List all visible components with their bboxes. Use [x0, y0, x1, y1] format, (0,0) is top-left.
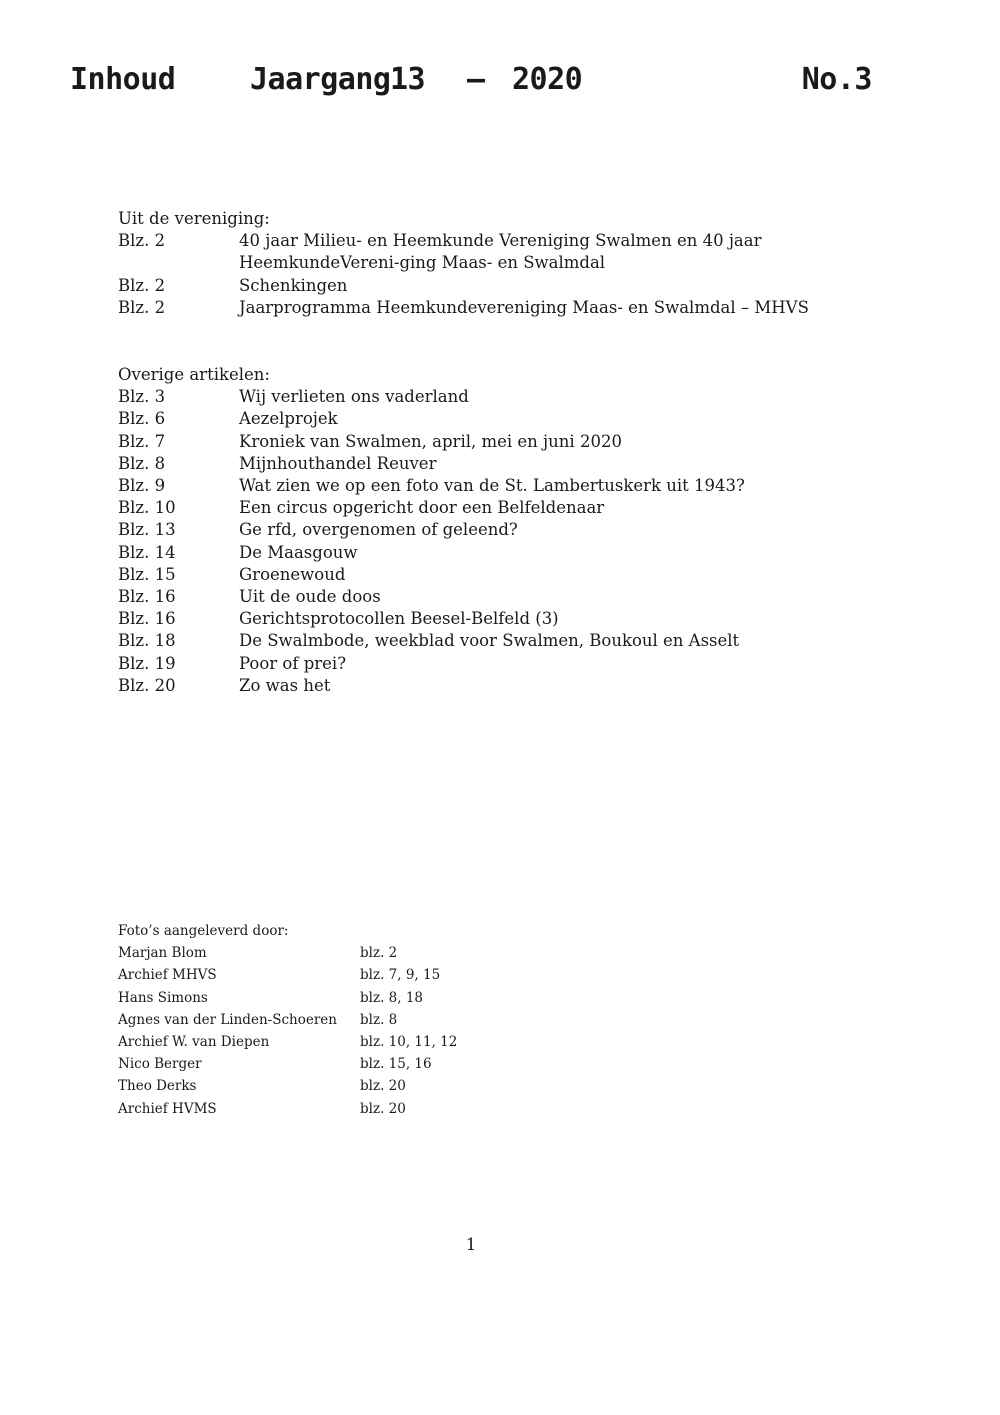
credit-pages: blz. 2	[360, 945, 398, 962]
toc-article-title: Een circus opgericht door een Belfeldenaar	[239, 498, 605, 518]
toc-entry	[118, 542, 878, 564]
toc-page-ref: Blz. 7	[118, 431, 166, 451]
toc-entry	[118, 519, 878, 541]
toc-article-title: Groenewoud	[239, 564, 346, 584]
toc-article-title: Aezelprojek	[239, 409, 338, 429]
toc-entry	[118, 230, 878, 274]
toc-page-ref: Blz. 14	[118, 542, 176, 562]
credit-pages: blz. 15, 16	[360, 1056, 432, 1073]
credit-row	[118, 964, 538, 986]
toc-entry	[118, 675, 878, 697]
jaargang-label: Jaargang	[250, 62, 391, 97]
toc-article-title: Uit de oude doos	[239, 587, 381, 607]
credit-pages: blz. 20	[360, 1078, 406, 1095]
toc-page-ref: Blz. 15	[118, 564, 176, 584]
toc-page-ref: Blz. 3	[118, 387, 166, 407]
section-overige-artikelen	[118, 364, 878, 697]
credit-row	[118, 1075, 538, 1097]
toc-article-title: Wij verlieten ons vaderland	[239, 387, 469, 407]
toc-entry	[118, 608, 878, 630]
toc-entry	[118, 475, 878, 497]
toc-page-ref: Blz. 2	[118, 275, 166, 295]
toc-page-ref: Blz. 13	[118, 520, 176, 540]
section-title: Uit de vereniging:	[118, 209, 270, 228]
credit-name: Theo Derks	[118, 1078, 197, 1095]
toc-entry	[118, 275, 878, 297]
toc-entry	[118, 586, 878, 608]
toc-entry	[118, 630, 878, 652]
toc-entry	[118, 653, 878, 675]
toc-article-title: Ge rfd, overgenomen of geleend?	[239, 520, 518, 540]
toc-article-title: 40 jaar Milieu- en Heemkunde Vereniging Swalmen en 40 jaar HeemkundeVereni-ging Maas- en Swalmdal	[239, 231, 762, 273]
toc-entry	[118, 497, 878, 519]
issue-number: No.3	[801, 62, 872, 97]
credit-row	[118, 1031, 538, 1053]
toc-page-ref: Blz. 2	[118, 297, 166, 317]
photo-credits-title: Foto’s aangeleverd door:	[118, 923, 289, 939]
toc-article-title: Poor of prei?	[239, 653, 347, 673]
credit-pages: blz. 20	[360, 1100, 406, 1117]
toc-entry	[118, 431, 878, 453]
toc-page-ref: Blz. 19	[118, 653, 176, 673]
credit-name: Nico Berger	[118, 1056, 202, 1073]
toc-page-ref: Blz. 18	[118, 631, 176, 651]
toc-page-ref: Blz. 16	[118, 609, 176, 629]
credit-name: Agnes van der Linden-Schoeren	[118, 1011, 337, 1028]
toc-page-ref: Blz. 2	[118, 231, 166, 251]
toc-entry	[118, 386, 878, 408]
page-number: 1	[465, 1235, 477, 1255]
credit-pages: blz. 10, 11, 12	[360, 1033, 458, 1050]
section-title: Overige artikelen:	[118, 365, 270, 384]
toc-page-ref: Blz. 16	[118, 587, 176, 607]
toc-page-ref: Blz. 10	[118, 498, 176, 518]
page-header	[70, 62, 872, 106]
toc-article-title: Wat zien we op een foto van de St. Lambertuskerk uit 1943?	[239, 476, 745, 495]
toc-article-title: Kroniek van Swalmen, april, mei en juni 2020	[239, 431, 622, 451]
credit-row	[118, 1098, 538, 1120]
toc-article-title: De Swalmbode, weekblad voor Swalmen, Boukoul en Asselt	[239, 631, 740, 651]
year: 2020	[512, 62, 583, 97]
volume-number: 13	[390, 62, 426, 97]
header-dash: –	[467, 62, 485, 97]
toc-entry	[118, 453, 878, 475]
toc-page-ref: Blz. 9	[118, 476, 166, 495]
credit-pages: blz. 7, 9, 15	[360, 967, 441, 984]
toc-article-title: Gerichtsprotocollen Beesel-Belfeld (3)	[239, 609, 559, 629]
toc-page-ref: Blz. 6	[118, 409, 166, 429]
photo-credits	[118, 920, 538, 1120]
toc-entry	[118, 408, 878, 430]
toc-entry	[118, 564, 878, 586]
credit-pages: blz. 8, 18	[360, 989, 424, 1006]
toc-page-ref: Blz. 20	[118, 675, 176, 695]
credit-name: Archief W. van Diepen	[118, 1033, 270, 1050]
toc-article-title: Mijnhouthandel Reuver	[239, 453, 437, 473]
credit-row	[118, 942, 538, 964]
toc-page-ref: Blz. 8	[118, 453, 166, 473]
toc-article-title: De Maasgouw	[239, 542, 358, 562]
credit-name: Archief HVMS	[118, 1100, 217, 1117]
credit-name: Archief MHVS	[118, 967, 217, 984]
credit-row	[118, 1053, 538, 1075]
toc-article-title: Jaarprogramma Heemkundevereniging Maas- en Swalmdal – MHVS	[239, 297, 809, 317]
credit-row	[118, 987, 538, 1009]
credit-name: Hans Simons	[118, 989, 208, 1006]
credit-row	[118, 1009, 538, 1031]
toc-entry	[118, 297, 878, 319]
page-title: Inhoud	[70, 62, 176, 97]
toc-article-title: Zo was het	[239, 675, 331, 695]
toc-article-title: Schenkingen	[239, 275, 348, 295]
credit-pages: blz. 8	[360, 1011, 398, 1028]
section-vereniging	[118, 208, 878, 319]
credit-name: Marjan Blom	[118, 945, 207, 962]
